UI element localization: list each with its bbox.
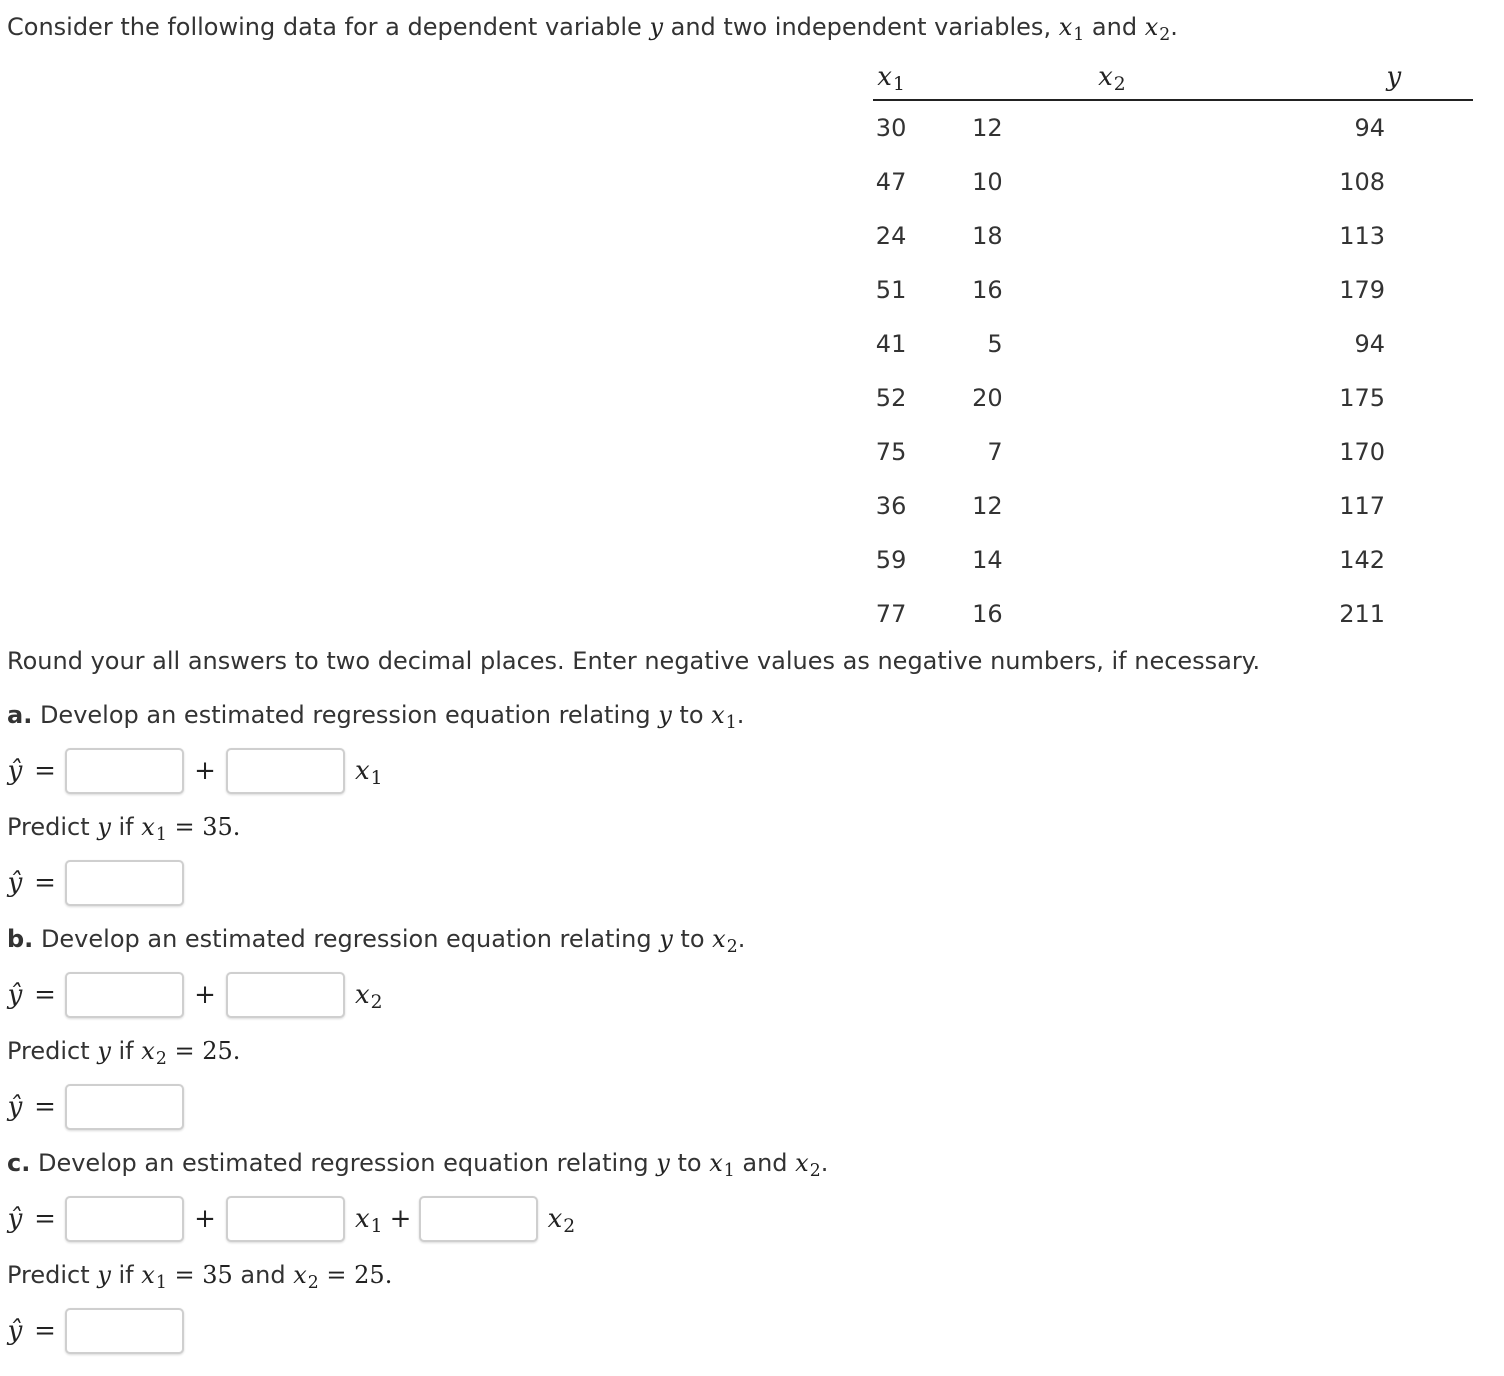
part-a-slope-input[interactable] bbox=[226, 748, 345, 794]
part-a-predict: Predict y if $x_1 = 35$. bbox=[7, 813, 241, 845]
part-a-label: a. bbox=[7, 701, 33, 729]
part-c-predict: Predict y if $x_1 = 35$ and $x_2 = 25$. bbox=[7, 1261, 393, 1293]
cell-x2: 16 bbox=[972, 276, 1003, 304]
intro-text-mid: and two independent variables, bbox=[670, 13, 1052, 41]
cell-y: 117 bbox=[1339, 492, 1385, 520]
cell-y: 113 bbox=[1339, 222, 1385, 250]
cell-x1: 24 bbox=[875, 222, 907, 250]
part-b-prediction: ŷ = bbox=[5, 1083, 184, 1131]
cell-x2: 5 bbox=[987, 330, 1003, 358]
cell-x1: 51 bbox=[875, 276, 907, 304]
cell-y: 179 bbox=[1339, 276, 1385, 304]
cell-x1: 52 bbox=[875, 384, 907, 412]
table-row bbox=[873, 263, 1473, 317]
instructions: Round your all answers to two decimal places. Enter negative values as negative numbers, if necessary. bbox=[7, 647, 1261, 675]
cell-y: 142 bbox=[1339, 546, 1385, 574]
part-c-prediction-input[interactable] bbox=[65, 1308, 184, 1354]
cell-x1: 75 bbox=[875, 438, 907, 466]
cell-x1: 59 bbox=[875, 546, 907, 574]
table-row bbox=[873, 479, 1473, 533]
part-b-intercept-input[interactable] bbox=[65, 972, 184, 1018]
cell-y: 175 bbox=[1339, 384, 1385, 412]
part-a-intercept-input[interactable] bbox=[65, 748, 184, 794]
cell-x2: 7 bbox=[987, 438, 1003, 466]
cell-x1: 36 bbox=[875, 492, 907, 520]
table-row bbox=[873, 587, 1473, 641]
part-b-label: b. bbox=[7, 925, 34, 953]
cell-x1: 47 bbox=[875, 168, 907, 196]
table-header-row bbox=[873, 54, 1473, 100]
part-b-predict: Predict y if $x_2 = 25$. bbox=[7, 1037, 241, 1069]
part-c-slope-x1-input[interactable] bbox=[226, 1196, 345, 1242]
cell-y: 94 bbox=[1354, 330, 1385, 358]
intro-text-before: Consider the following data for a dependent variable bbox=[7, 13, 642, 41]
part-c-question: c. Develop an estimated regression equation relating y to $x_1$ and $x_2$. bbox=[7, 1149, 829, 1181]
part-c-label: c. bbox=[7, 1149, 31, 1177]
var-x1: $x_1$ bbox=[1058, 13, 1085, 45]
intro-text: Consider the following data for a dependent variable y and two independent variables, $x_1$ and $x_2$. bbox=[7, 13, 1178, 45]
cell-x2: 10 bbox=[972, 168, 1003, 196]
cell-y: 108 bbox=[1339, 168, 1385, 196]
var-x2-label: $x_2$ bbox=[547, 1204, 576, 1238]
intro-text-and: and bbox=[1091, 13, 1138, 41]
table-row bbox=[873, 533, 1473, 587]
yhat-symbol: ŷ bbox=[7, 756, 23, 786]
cell-x2: 16 bbox=[972, 600, 1003, 628]
cell-x1: 77 bbox=[875, 600, 907, 628]
part-a-equation: ŷ = + $x_1$ bbox=[5, 747, 383, 795]
var-x2: $x_2$ bbox=[1144, 13, 1171, 45]
part-b-equation: ŷ = + $x_2$ bbox=[5, 971, 383, 1019]
part-b-slope-input[interactable] bbox=[226, 972, 345, 1018]
cell-x2: 12 bbox=[972, 492, 1003, 520]
table-row bbox=[873, 425, 1473, 479]
table-row bbox=[873, 155, 1473, 209]
part-a-question: a. Develop an estimated regression equation relating y to $x_1$. bbox=[7, 701, 745, 733]
part-b-prediction-input[interactable] bbox=[65, 1084, 184, 1130]
cell-x2: 12 bbox=[972, 114, 1003, 142]
cell-x1: 41 bbox=[875, 330, 907, 358]
part-c-slope-x2-input[interactable] bbox=[419, 1196, 538, 1242]
part-c-equation: ŷ = + $x_1$ + $x_2$ bbox=[5, 1195, 575, 1243]
table-row bbox=[873, 317, 1473, 371]
part-a-prediction: ŷ = bbox=[5, 859, 184, 907]
cell-x2: 20 bbox=[972, 384, 1003, 412]
part-b-question: b. Develop an estimated regression equation relating y to $x_2$. bbox=[7, 925, 746, 957]
part-c-prediction: ŷ = bbox=[5, 1307, 184, 1355]
header-x1: $x_1$ bbox=[873, 54, 909, 100]
part-a-prediction-input[interactable] bbox=[65, 860, 184, 906]
cell-x1: 30 bbox=[875, 114, 907, 142]
table-row bbox=[873, 371, 1473, 425]
var-x2-label: $x_2$ bbox=[355, 980, 383, 1014]
var-x1-label: $x_1$ bbox=[355, 756, 383, 790]
header-x2: $x_2$ bbox=[909, 54, 1314, 100]
cell-x2: 18 bbox=[972, 222, 1003, 250]
header-y: y bbox=[1315, 54, 1473, 100]
cell-y: 170 bbox=[1339, 438, 1385, 466]
var-y: y bbox=[649, 13, 663, 41]
part-c-intercept-input[interactable] bbox=[65, 1196, 184, 1242]
table-row bbox=[873, 209, 1473, 263]
cell-x2: 14 bbox=[972, 546, 1003, 574]
var-x1-label: $x_1$ bbox=[355, 1204, 383, 1238]
table-row bbox=[873, 100, 1473, 155]
data-table bbox=[873, 54, 1473, 641]
cell-y: 211 bbox=[1339, 600, 1385, 628]
cell-y: 94 bbox=[1354, 114, 1385, 142]
